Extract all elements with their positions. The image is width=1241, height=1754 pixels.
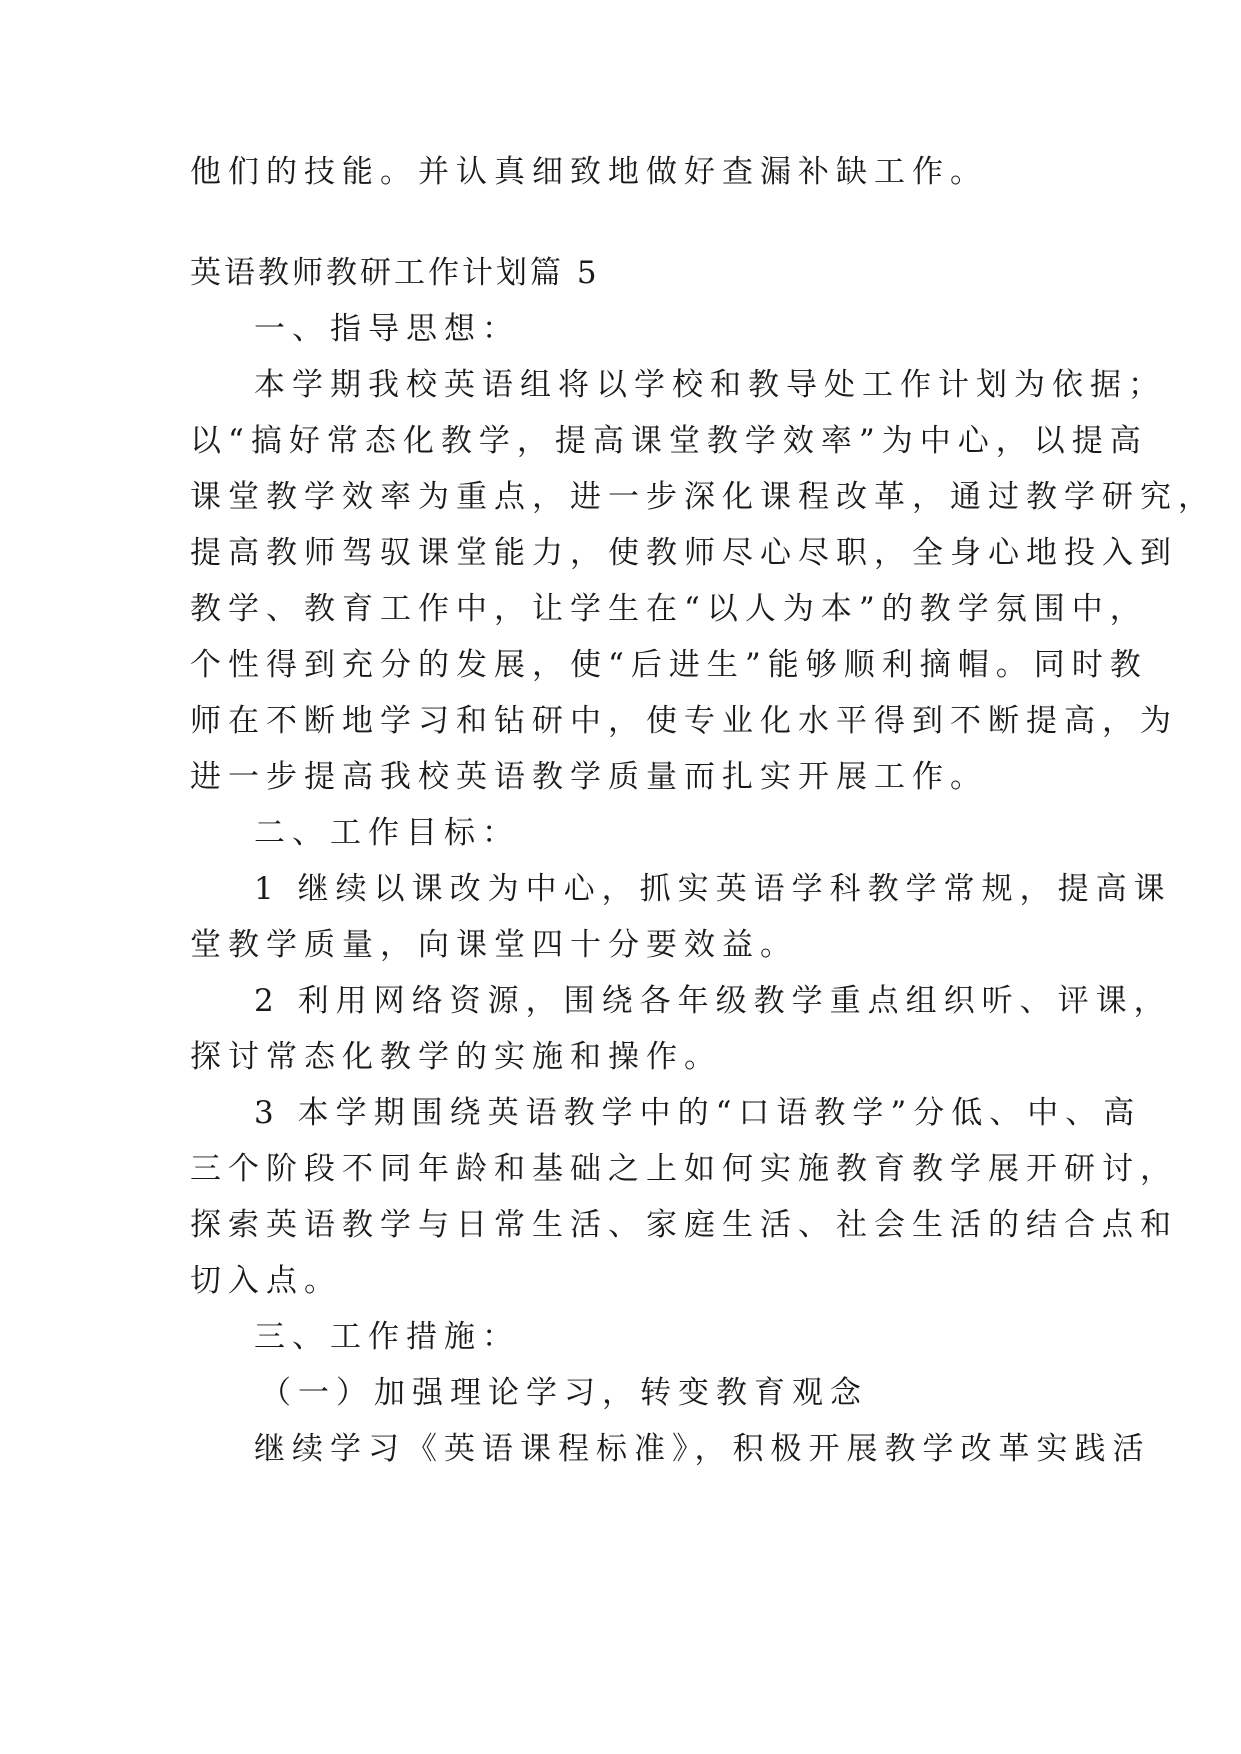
heading-work-goals: 二、工作目标： <box>254 815 520 851</box>
paragraph-line: 提高教师驾驭课堂能力，使教师尽心尽职，全身心地投入到 <box>190 535 1178 571</box>
paragraph-line: 1 继续以课改为中心，抓实英语学科教学常规，提高课 <box>254 871 1172 907</box>
paragraph-line: 2 利用网络资源，围绕各年级教学重点组织听、评课， <box>254 983 1172 1019</box>
paragraph-line: 个性得到充分的发展，使“后进生”能够顺利摘帽。同时教 <box>190 647 1148 683</box>
paragraph-line: 切入点。 <box>190 1263 342 1299</box>
paragraph-line: 以“搞好常态化教学，提高课堂教学效率”为中心，以提高 <box>190 423 1148 459</box>
paragraph-line: 教学、教育工作中，让学生在“以人为本”的教学氛围中， <box>190 591 1148 627</box>
paragraph-line: 继续学习《英语课程标准》，积极开展教学改革实践活 <box>254 1431 1151 1467</box>
paragraph-line: 探索英语教学与日常生活、家庭生活、社会生活的结合点和 <box>190 1207 1178 1243</box>
subheading-theory-study: （一）加强理论学习，转变教育观念 <box>260 1375 868 1411</box>
paragraph-line: 课堂教学效率为重点，进一步深化课程改革，通过教学研究， <box>190 479 1216 515</box>
paragraph-line: 进一步提高我校英语教学质量而扎实开展工作。 <box>190 759 988 795</box>
section-title: 英语教师教研工作计划篇 5 <box>190 255 600 291</box>
paragraph-line: 探讨常态化教学的实施和操作。 <box>190 1039 722 1075</box>
paragraph-line: 堂教学质量，向课堂四十分要效益。 <box>190 927 798 963</box>
paragraph-line: 师在不断地学习和钻研中，使专业化水平得到不断提高，为 <box>190 703 1178 739</box>
heading-guiding-ideology: 一、指导思想： <box>254 311 520 347</box>
paragraph-line: 3 本学期围绕英语教学中的“口语教学”分低、中、高 <box>254 1095 1142 1131</box>
paragraph-line: 三个阶段不同年龄和基础之上如何实施教育教学展开研讨， <box>190 1151 1178 1187</box>
paragraph-line: 本学期我校英语组将以学校和教导处工作计划为依据； <box>254 367 1166 403</box>
paragraph-line: 他们的技能。并认真细致地做好查漏补缺工作。 <box>190 154 988 190</box>
heading-work-measures: 三、工作措施： <box>254 1319 520 1355</box>
